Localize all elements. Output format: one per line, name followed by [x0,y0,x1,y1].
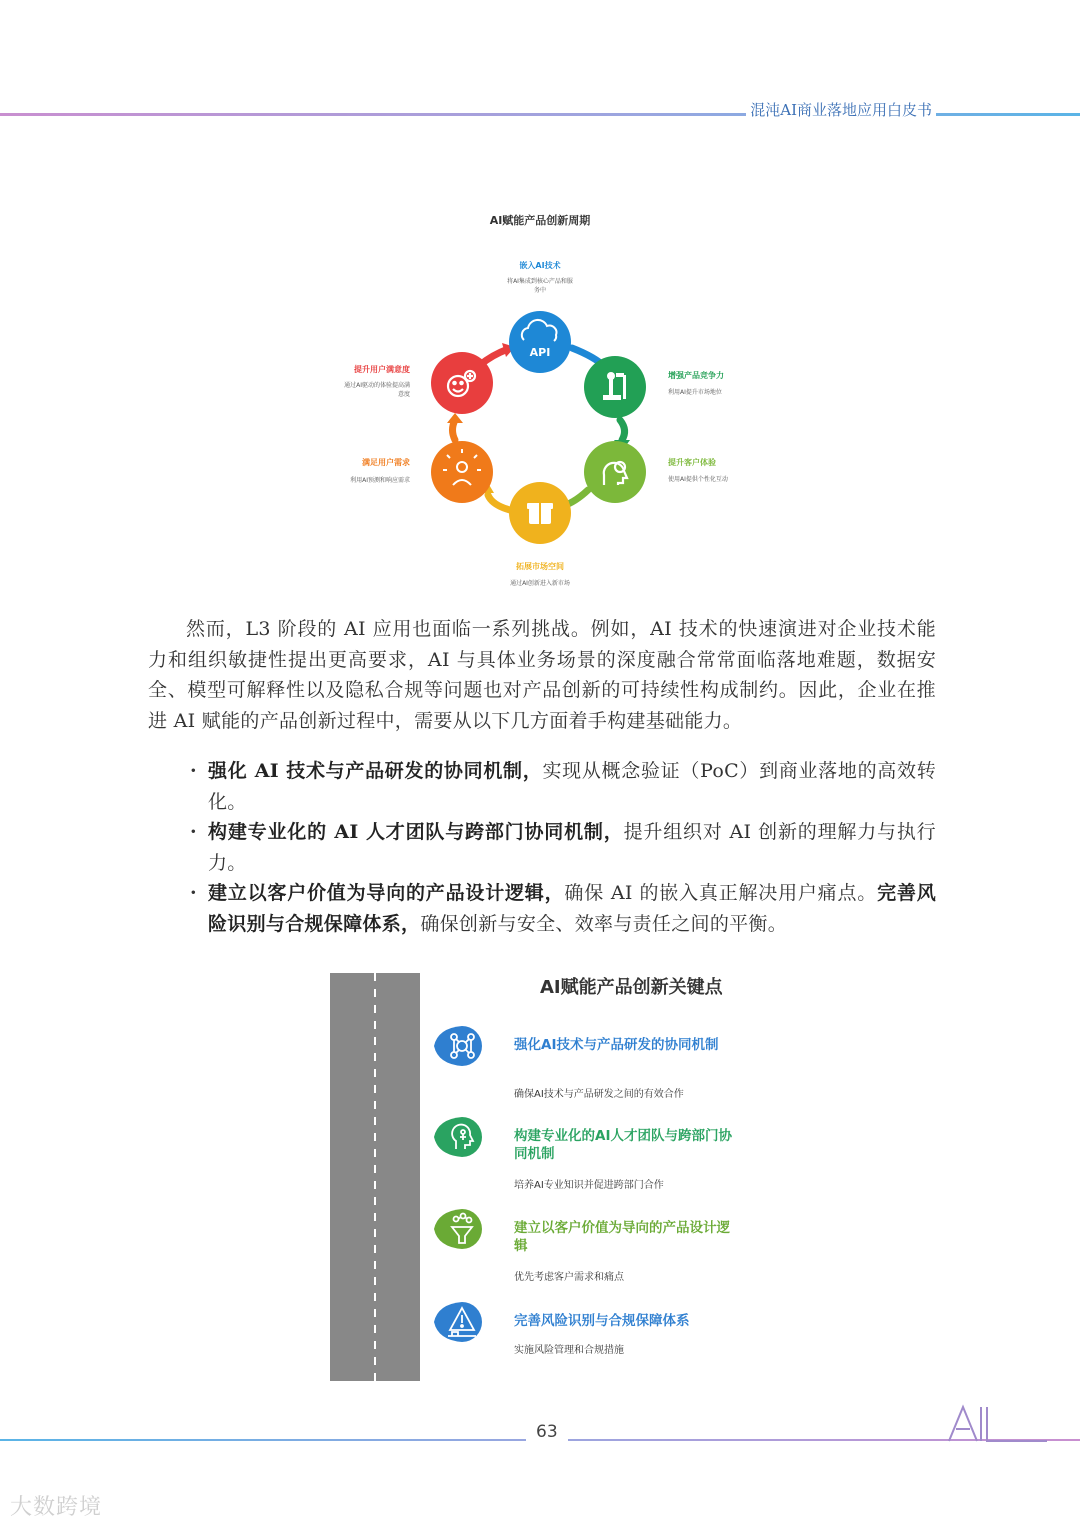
watermark: 大数跨境 [10,1495,103,1520]
keypoint-title: 建立以客户价值为导向的产品设计逻辑 [514,1220,730,1254]
cycle-label-embed-ai: 嵌入AI技术 [519,261,561,270]
bullet-text: 提升组织对 AI 创新的理解力与执行力。 [208,821,936,874]
cycle-label-competitiveness: 增强产品竞争力 [668,371,724,380]
funnel-icon [432,1207,488,1251]
bullet-bold: 构建专业化的 AI 人才团队与跨部门协同机制， [208,821,624,843]
cycle-title: AI赋能产品创新周期 [489,214,591,227]
bullet-bold: 完善风险识别与合规保障体系， [208,882,936,935]
keypoint-item [432,1300,752,1380]
cycle-label-market-space: 拓展市场空间 [516,562,564,571]
bullet-text: 实现从概念验证（PoC）到商业落地的高效转化。 [208,760,937,813]
bullet-bold: 强化 AI 技术与产品研发的协同机制， [208,760,543,782]
cycle-desc-embed-ai-1: 将AI集成到核心产品和服 [507,278,573,285]
bullet-item [190,878,936,939]
cycle-desc-market-space: 通过AI创新进入新市场 [510,580,570,587]
cycle-desc-embed-ai-2: 务中 [533,287,547,294]
warning-icon [432,1300,488,1344]
cycle-desc-satisfaction-1: 通过AI驱动的体验提高满 [344,382,410,389]
keypoint-title: 构建专业化的AI人才团队与跨部门协同机制 [514,1128,732,1162]
keypoint-item [432,1115,752,1195]
road-graphic [330,973,420,1381]
bullet-text: 确保创新与安全、效率与责任之间的平衡。 [420,912,788,935]
running-header-title: 混沌AI商业落地应用白皮书 [746,99,936,120]
network-icon [432,1024,488,1068]
cycle-desc-user-needs: 利用AI预测和响应需求 [350,477,410,484]
innovation-cycle-diagram [320,205,760,600]
body-paragraph: 然而，L3 阶段的 AI 应用也面临一系列挑战。例如，AI 技术的快速演进对企业技术能力和组织敏捷性提出更高要求，AI 与具体业务场景的深度融合常常面临落地难题，数据安全、模型可解释性以及隐私合规等问题也对产品创新的可持续性构成制约。因此，企业在推进 AI 赋能的产品创新过程中，需要从以下几方面着手构建基础能力。 [148,618,936,732]
keypoint-desc: 确保AI技术与产品研发之间的有效合作 [514,1089,684,1100]
gift-icon [527,503,553,524]
cycle-desc-customer-experience: 使用AI提供个性化互动 [668,476,728,483]
cycle-label-customer-experience: 提升客户体验 [668,458,716,467]
cycle-node-competitiveness [584,356,646,418]
cycle-node-customer-experience [584,441,646,503]
ai-head-icon [432,1115,488,1159]
keypoint-desc: 实施风险管理和合规措施 [514,1345,624,1356]
bullet-text: 确保 AI 的嵌入真正解决用户痛点。 [564,882,878,904]
api-label: API [529,346,551,359]
ai-logo [945,1403,1065,1445]
bullet-item [190,817,936,878]
bullet-bold: 建立以客户价值为导向的产品设计逻辑， [208,882,565,904]
bullet-item [190,756,936,817]
cycle-label-user-needs: 满足用户需求 [362,458,410,467]
keypoint-desc: 优先考虑客户需求和痛点 [514,1272,624,1283]
cycle-label-satisfaction: 提升用户满意度 [354,365,410,374]
cycle-desc-satisfaction-2: 意度 [397,391,410,398]
keypoint-item [432,1024,752,1104]
bullet-list [190,756,936,939]
page-number: 63 [526,1422,568,1442]
keypoint-title: 完善风险识别与合规保障体系 [514,1313,690,1329]
keypoint-desc: 培养AI专业知识并促进跨部门合作 [514,1180,664,1191]
keypoint-title: 强化AI技术与产品研发的协同机制 [514,1037,719,1053]
keypoint-item [432,1207,752,1287]
keypoints-title: AI赋能产品创新关键点 [540,977,723,998]
cycle-desc-competitiveness: 利用AI提升市场地位 [668,389,722,396]
